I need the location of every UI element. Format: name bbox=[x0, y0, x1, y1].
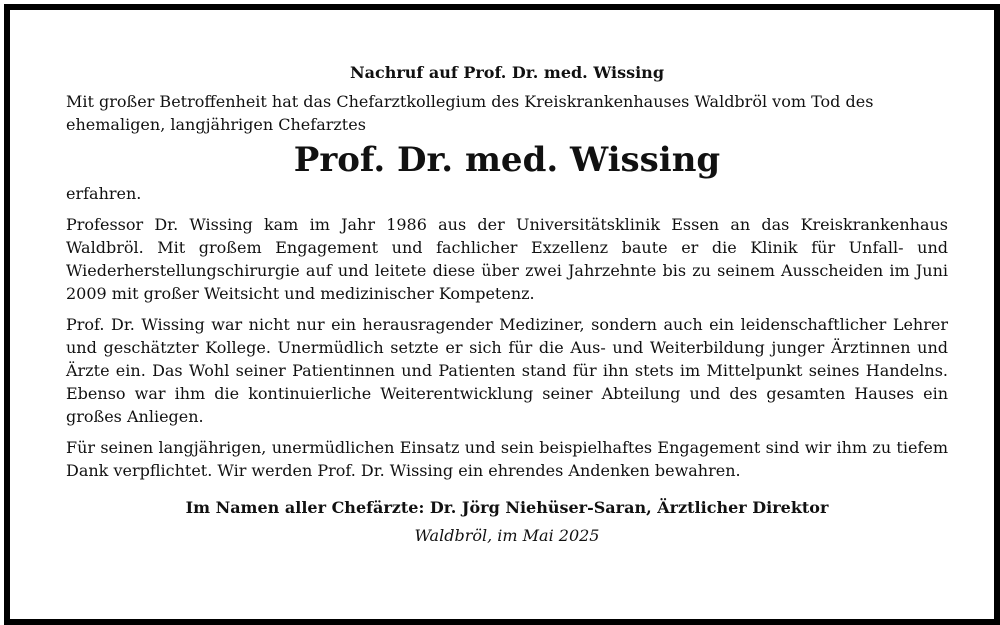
place-date: Waldbröl, im Mai 2025 bbox=[414, 526, 600, 545]
obituary-title: Nachruf auf Prof. Dr. med. Wissing bbox=[349, 63, 664, 82]
obituary-frame bbox=[4, 4, 1000, 625]
biography-paragraph: Professor Dr. Wissing kam im Jahr 1986 aus der Universitätsklinik Essen an das Kreiskrankenhaus Waldbröl. Mit großem Engagement und fachlicher Exzellenz baute er die Klinik für Unfall- und Wiederherstellungschirurgie auf und leitete diese über zwei Jahrzehnte bis zu seinem Ausscheiden im Juni 2009 mit großer Weitsicht und medizinischer Kompetenz. bbox=[66, 215, 948, 303]
intro-continuation: erfahren. bbox=[66, 184, 142, 203]
intro-text: Mit großer Betroffenheit hat das Chefarztkollegium des Kreiskrankenhauses Waldbröl vom Tod des ehemaligen, langjährigen Chefarztes bbox=[66, 92, 874, 134]
obituary-content bbox=[66, 52, 948, 548]
signature-line: Im Namen aller Chefärzte: Dr. Jörg Niehüser-Saran, Ärztlicher Direktor bbox=[185, 498, 829, 517]
tribute-paragraph: Prof. Dr. Wissing war nicht nur ein herausragender Mediziner, sondern auch ein leidenschaftlicher Lehrer und geschätzter Kollege. Unermüdlich setzte er sich für die Aus- und Weiterbildung junger Ärztinnen und Ärzte ein. Das Wohl seiner Patientinnen und Patienten stand für ihn stets im Mittelpunkt seines Handelns. Ebenso war ihm die kontinuierliche Weiterentwicklung seiner Abteilung und des gesamten Hauses ein großes Anliegen. bbox=[66, 315, 948, 426]
deceased-name: Prof. Dr. med. Wissing bbox=[293, 140, 721, 180]
gratitude-paragraph: Für seinen langjährigen, unermüdlichen Einsatz und sein beispielhaftes Engagement sind wir ihm zu tiefem Dank verpflichtet. Wir werden Prof. Dr. Wissing ein ehrendes Andenken bewahren. bbox=[66, 438, 948, 480]
